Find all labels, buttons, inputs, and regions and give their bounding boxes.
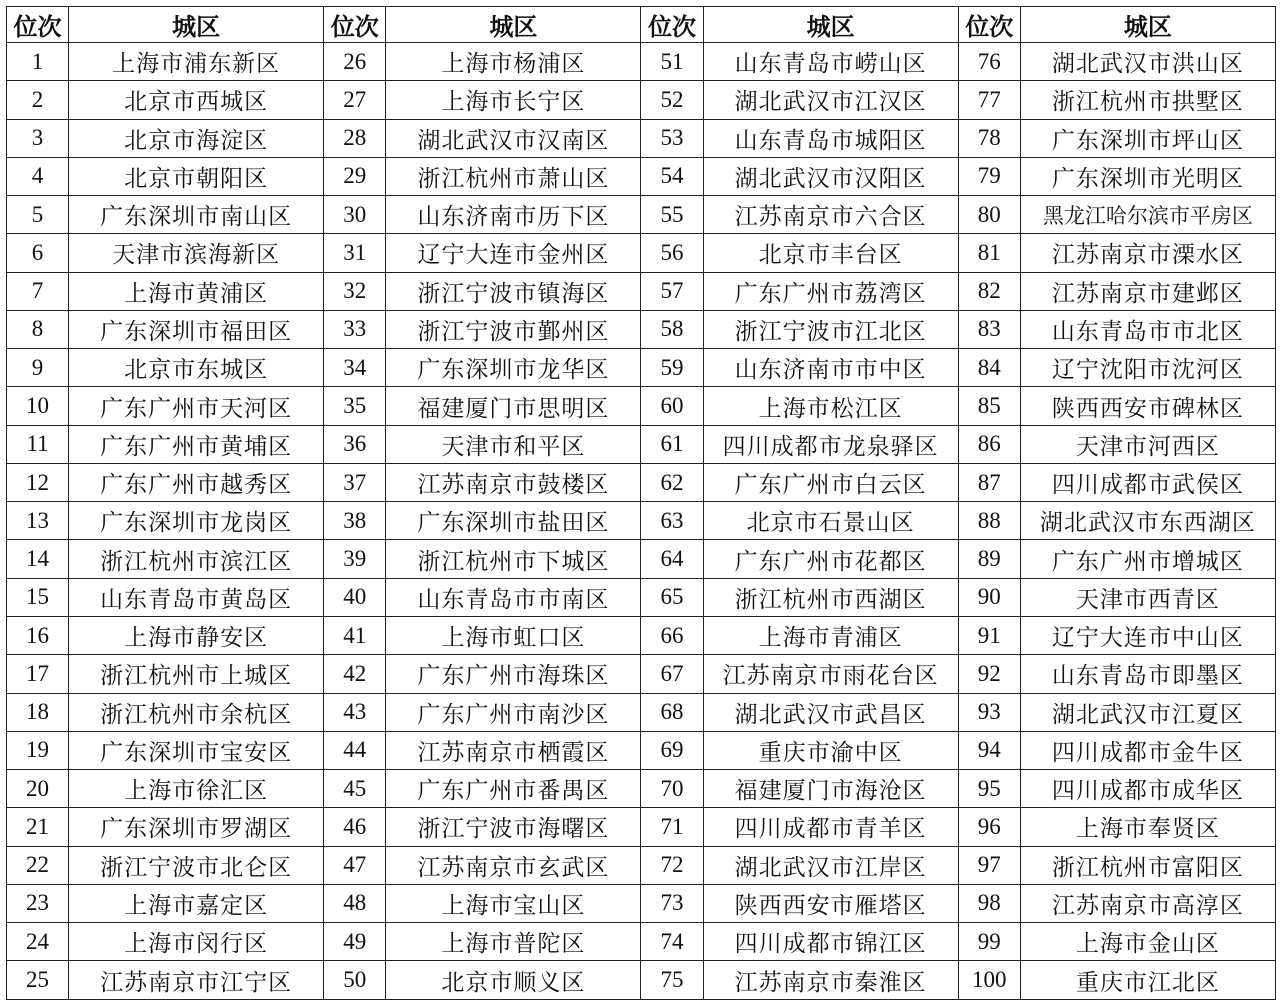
district-cell: 湖北武汉市江汉区 <box>703 81 958 119</box>
rank-cell: 82 <box>958 272 1020 310</box>
header-district: 城区 <box>386 7 641 43</box>
rank-cell: 6 <box>7 234 69 272</box>
district-cell: 北京市朝阳区 <box>69 157 324 195</box>
district-cell: 上海市闵行区 <box>69 923 324 961</box>
district-cell: 湖北武汉市东西湖区 <box>1020 502 1275 540</box>
district-cell: 四川成都市青羊区 <box>703 808 958 846</box>
rank-cell: 30 <box>324 196 386 234</box>
rank-cell: 98 <box>958 884 1020 922</box>
rank-cell: 39 <box>324 540 386 578</box>
rank-cell: 85 <box>958 387 1020 425</box>
rank-cell: 25 <box>7 961 69 1000</box>
rank-cell: 45 <box>324 770 386 808</box>
table-row <box>7 349 1276 387</box>
table-row <box>7 463 1276 501</box>
district-cell: 陕西西安市雁塔区 <box>703 884 958 922</box>
district-cell: 山东青岛市市北区 <box>1020 310 1275 348</box>
rank-cell: 56 <box>641 234 703 272</box>
district-cell: 浙江宁波市鄞州区 <box>386 310 641 348</box>
rank-cell: 22 <box>7 846 69 884</box>
rank-cell: 8 <box>7 310 69 348</box>
rank-cell: 11 <box>7 425 69 463</box>
table-row <box>7 540 1276 578</box>
district-cell: 四川成都市成华区 <box>1020 770 1275 808</box>
rank-cell: 58 <box>641 310 703 348</box>
rank-cell: 20 <box>7 770 69 808</box>
rank-cell: 86 <box>958 425 1020 463</box>
rank-cell: 14 <box>7 540 69 578</box>
district-cell: 重庆市渝中区 <box>703 731 958 769</box>
district-cell: 山东济南市市中区 <box>703 349 958 387</box>
district-cell: 北京市顺义区 <box>386 961 641 1000</box>
district-cell: 广东广州市增城区 <box>1020 540 1275 578</box>
district-cell: 天津市滨海新区 <box>69 234 324 272</box>
rank-cell: 3 <box>7 119 69 157</box>
district-cell: 福建厦门市海沧区 <box>703 770 958 808</box>
district-cell: 山东青岛市崂山区 <box>703 43 958 81</box>
district-cell: 浙江宁波市镇海区 <box>386 272 641 310</box>
district-cell: 山东青岛市城阳区 <box>703 119 958 157</box>
rank-cell: 32 <box>324 272 386 310</box>
header-rank: 位次 <box>641 7 703 43</box>
district-cell: 广东广州市黄埔区 <box>69 425 324 463</box>
rank-cell: 31 <box>324 234 386 272</box>
district-cell: 江苏南京市玄武区 <box>386 846 641 884</box>
rank-cell: 33 <box>324 310 386 348</box>
table-row <box>7 196 1276 234</box>
table-row <box>7 731 1276 769</box>
district-cell: 上海市嘉定区 <box>69 884 324 922</box>
table-row <box>7 884 1276 922</box>
rank-cell: 57 <box>641 272 703 310</box>
table-header-row <box>7 7 1276 43</box>
district-cell: 浙江杭州市余杭区 <box>69 693 324 731</box>
district-cell: 上海市松江区 <box>703 387 958 425</box>
rank-cell: 19 <box>7 731 69 769</box>
district-cell: 广东广州市天河区 <box>69 387 324 425</box>
rank-cell: 72 <box>641 846 703 884</box>
district-cell: 辽宁大连市金州区 <box>386 234 641 272</box>
rank-cell: 7 <box>7 272 69 310</box>
rank-cell: 40 <box>324 578 386 616</box>
district-cell: 浙江杭州市拱墅区 <box>1020 81 1275 119</box>
district-cell: 上海市徐汇区 <box>69 770 324 808</box>
table-row <box>7 578 1276 616</box>
district-cell: 广东广州市花都区 <box>703 540 958 578</box>
table-row <box>7 387 1276 425</box>
rank-cell: 50 <box>324 961 386 1000</box>
rank-cell: 48 <box>324 884 386 922</box>
district-cell: 上海市青浦区 <box>703 616 958 654</box>
district-cell: 福建厦门市思明区 <box>386 387 641 425</box>
district-cell: 浙江杭州市下城区 <box>386 540 641 578</box>
district-ranking-table <box>6 6 1276 1000</box>
table-row <box>7 961 1276 1000</box>
rank-cell: 61 <box>641 425 703 463</box>
district-cell: 重庆市江北区 <box>1020 961 1275 1000</box>
district-cell: 浙江杭州市西湖区 <box>703 578 958 616</box>
rank-cell: 78 <box>958 119 1020 157</box>
rank-cell: 49 <box>324 923 386 961</box>
rank-cell: 70 <box>641 770 703 808</box>
district-cell: 浙江杭州市萧山区 <box>386 157 641 195</box>
table-row <box>7 157 1276 195</box>
rank-cell: 27 <box>324 81 386 119</box>
district-cell: 广东深圳市龙华区 <box>386 349 641 387</box>
district-cell: 山东青岛市市南区 <box>386 578 641 616</box>
rank-cell: 71 <box>641 808 703 846</box>
district-cell: 江苏南京市雨花台区 <box>703 655 958 693</box>
district-cell: 湖北武汉市汉南区 <box>386 119 641 157</box>
ranking-table-container <box>6 6 1276 1002</box>
district-cell: 山东青岛市即墨区 <box>1020 655 1275 693</box>
rank-cell: 63 <box>641 502 703 540</box>
district-cell: 四川成都市金牛区 <box>1020 731 1275 769</box>
rank-cell: 35 <box>324 387 386 425</box>
rank-cell: 12 <box>7 463 69 501</box>
district-cell: 上海市静安区 <box>69 616 324 654</box>
district-cell: 北京市丰台区 <box>703 234 958 272</box>
rank-cell: 69 <box>641 731 703 769</box>
table-row <box>7 81 1276 119</box>
district-cell: 广东广州市番禺区 <box>386 770 641 808</box>
rank-cell: 94 <box>958 731 1020 769</box>
rank-cell: 51 <box>641 43 703 81</box>
rank-cell: 36 <box>324 425 386 463</box>
rank-cell: 77 <box>958 81 1020 119</box>
district-cell: 江苏南京市鼓楼区 <box>386 463 641 501</box>
rank-cell: 24 <box>7 923 69 961</box>
rank-cell: 53 <box>641 119 703 157</box>
rank-cell: 76 <box>958 43 1020 81</box>
rank-cell: 92 <box>958 655 1020 693</box>
rank-cell: 75 <box>641 961 703 1000</box>
district-cell: 浙江杭州市滨江区 <box>69 540 324 578</box>
district-cell: 广东深圳市福田区 <box>69 310 324 348</box>
district-cell: 上海市黄浦区 <box>69 272 324 310</box>
district-cell: 天津市西青区 <box>1020 578 1275 616</box>
table-row <box>7 502 1276 540</box>
district-cell: 江苏南京市建邺区 <box>1020 272 1275 310</box>
rank-cell: 88 <box>958 502 1020 540</box>
header-district: 城区 <box>703 7 958 43</box>
district-cell: 浙江宁波市海曙区 <box>386 808 641 846</box>
district-cell: 辽宁沈阳市沈河区 <box>1020 349 1275 387</box>
district-cell: 广东广州市海珠区 <box>386 655 641 693</box>
rank-cell: 74 <box>641 923 703 961</box>
district-cell: 山东济南市历下区 <box>386 196 641 234</box>
rank-cell: 84 <box>958 349 1020 387</box>
rank-cell: 73 <box>641 884 703 922</box>
district-cell: 北京市石景山区 <box>703 502 958 540</box>
district-cell: 北京市东城区 <box>69 349 324 387</box>
rank-cell: 34 <box>324 349 386 387</box>
district-cell: 上海市普陀区 <box>386 923 641 961</box>
table-row <box>7 425 1276 463</box>
district-cell: 上海市奉贤区 <box>1020 808 1275 846</box>
district-cell: 广东广州市荔湾区 <box>703 272 958 310</box>
table-row <box>7 923 1276 961</box>
rank-cell: 64 <box>641 540 703 578</box>
rank-cell: 1 <box>7 43 69 81</box>
district-cell: 浙江宁波市江北区 <box>703 310 958 348</box>
district-cell: 四川成都市锦江区 <box>703 923 958 961</box>
rank-cell: 47 <box>324 846 386 884</box>
rank-cell: 4 <box>7 157 69 195</box>
district-cell: 广东广州市白云区 <box>703 463 958 501</box>
rank-cell: 18 <box>7 693 69 731</box>
rank-cell: 55 <box>641 196 703 234</box>
district-cell: 广东深圳市宝安区 <box>69 731 324 769</box>
district-cell: 天津市河西区 <box>1020 425 1275 463</box>
table-body <box>7 43 1276 1000</box>
table-row <box>7 846 1276 884</box>
rank-cell: 62 <box>641 463 703 501</box>
header-rank: 位次 <box>958 7 1020 43</box>
district-cell: 广东深圳市光明区 <box>1020 157 1275 195</box>
district-cell: 广东深圳市坪山区 <box>1020 119 1275 157</box>
district-cell: 广东深圳市南山区 <box>69 196 324 234</box>
table-row <box>7 234 1276 272</box>
district-cell: 浙江杭州市富阳区 <box>1020 846 1275 884</box>
rank-cell: 87 <box>958 463 1020 501</box>
rank-cell: 81 <box>958 234 1020 272</box>
rank-cell: 97 <box>958 846 1020 884</box>
district-cell: 黑龙江哈尔滨市平房区 <box>1020 196 1275 234</box>
rank-cell: 59 <box>641 349 703 387</box>
district-cell: 湖北武汉市武昌区 <box>703 693 958 731</box>
table-row <box>7 272 1276 310</box>
district-cell: 江苏南京市秦淮区 <box>703 961 958 1000</box>
rank-cell: 44 <box>324 731 386 769</box>
rank-cell: 21 <box>7 808 69 846</box>
district-cell: 辽宁大连市中山区 <box>1020 616 1275 654</box>
rank-cell: 99 <box>958 923 1020 961</box>
district-cell: 北京市西城区 <box>69 81 324 119</box>
table-row <box>7 43 1276 81</box>
rank-cell: 79 <box>958 157 1020 195</box>
rank-cell: 54 <box>641 157 703 195</box>
rank-cell: 90 <box>958 578 1020 616</box>
rank-cell: 10 <box>7 387 69 425</box>
district-cell: 广东广州市越秀区 <box>69 463 324 501</box>
district-cell: 陕西西安市碑林区 <box>1020 387 1275 425</box>
district-cell: 天津市和平区 <box>386 425 641 463</box>
rank-cell: 80 <box>958 196 1020 234</box>
rank-cell: 91 <box>958 616 1020 654</box>
district-cell: 四川成都市龙泉驿区 <box>703 425 958 463</box>
rank-cell: 26 <box>324 43 386 81</box>
district-cell: 湖北武汉市江夏区 <box>1020 693 1275 731</box>
district-cell: 广东深圳市龙岗区 <box>69 502 324 540</box>
rank-cell: 15 <box>7 578 69 616</box>
rank-cell: 43 <box>324 693 386 731</box>
rank-cell: 96 <box>958 808 1020 846</box>
header-rank: 位次 <box>324 7 386 43</box>
district-cell: 江苏南京市溧水区 <box>1020 234 1275 272</box>
rank-cell: 9 <box>7 349 69 387</box>
district-cell: 湖北武汉市汉阳区 <box>703 157 958 195</box>
district-cell: 上海市虹口区 <box>386 616 641 654</box>
rank-cell: 46 <box>324 808 386 846</box>
rank-cell: 93 <box>958 693 1020 731</box>
header-district: 城区 <box>69 7 324 43</box>
rank-cell: 83 <box>958 310 1020 348</box>
table-row <box>7 119 1276 157</box>
district-cell: 北京市海淀区 <box>69 119 324 157</box>
rank-cell: 37 <box>324 463 386 501</box>
district-cell: 广东深圳市罗湖区 <box>69 808 324 846</box>
district-cell: 湖北武汉市江岸区 <box>703 846 958 884</box>
table-row <box>7 310 1276 348</box>
rank-cell: 65 <box>641 578 703 616</box>
rank-cell: 42 <box>324 655 386 693</box>
district-cell: 山东青岛市黄岛区 <box>69 578 324 616</box>
header-district: 城区 <box>1020 7 1275 43</box>
district-cell: 江苏南京市高淳区 <box>1020 884 1275 922</box>
district-cell: 广东广州市南沙区 <box>386 693 641 731</box>
header-rank: 位次 <box>7 7 69 43</box>
district-cell: 江苏南京市栖霞区 <box>386 731 641 769</box>
rank-cell: 2 <box>7 81 69 119</box>
rank-cell: 95 <box>958 770 1020 808</box>
district-cell: 江苏南京市六合区 <box>703 196 958 234</box>
district-cell: 广东深圳市盐田区 <box>386 502 641 540</box>
district-cell: 上海市宝山区 <box>386 884 641 922</box>
table-row <box>7 770 1276 808</box>
rank-cell: 17 <box>7 655 69 693</box>
district-cell: 浙江宁波市北仑区 <box>69 846 324 884</box>
district-cell: 上海市杨浦区 <box>386 43 641 81</box>
district-cell: 上海市长宁区 <box>386 81 641 119</box>
rank-cell: 13 <box>7 502 69 540</box>
rank-cell: 68 <box>641 693 703 731</box>
rank-cell: 41 <box>324 616 386 654</box>
rank-cell: 5 <box>7 196 69 234</box>
rank-cell: 29 <box>324 157 386 195</box>
rank-cell: 67 <box>641 655 703 693</box>
district-cell: 四川成都市武侯区 <box>1020 463 1275 501</box>
district-cell: 上海市浦东新区 <box>69 43 324 81</box>
rank-cell: 89 <box>958 540 1020 578</box>
district-cell: 湖北武汉市洪山区 <box>1020 43 1275 81</box>
district-cell: 江苏南京市江宁区 <box>69 961 324 1000</box>
table-row <box>7 616 1276 654</box>
district-cell: 上海市金山区 <box>1020 923 1275 961</box>
rank-cell: 100 <box>958 961 1020 1000</box>
rank-cell: 23 <box>7 884 69 922</box>
rank-cell: 28 <box>324 119 386 157</box>
rank-cell: 38 <box>324 502 386 540</box>
district-cell: 浙江杭州市上城区 <box>69 655 324 693</box>
table-row <box>7 655 1276 693</box>
table-row <box>7 693 1276 731</box>
rank-cell: 60 <box>641 387 703 425</box>
rank-cell: 16 <box>7 616 69 654</box>
table-row <box>7 808 1276 846</box>
rank-cell: 52 <box>641 81 703 119</box>
rank-cell: 66 <box>641 616 703 654</box>
